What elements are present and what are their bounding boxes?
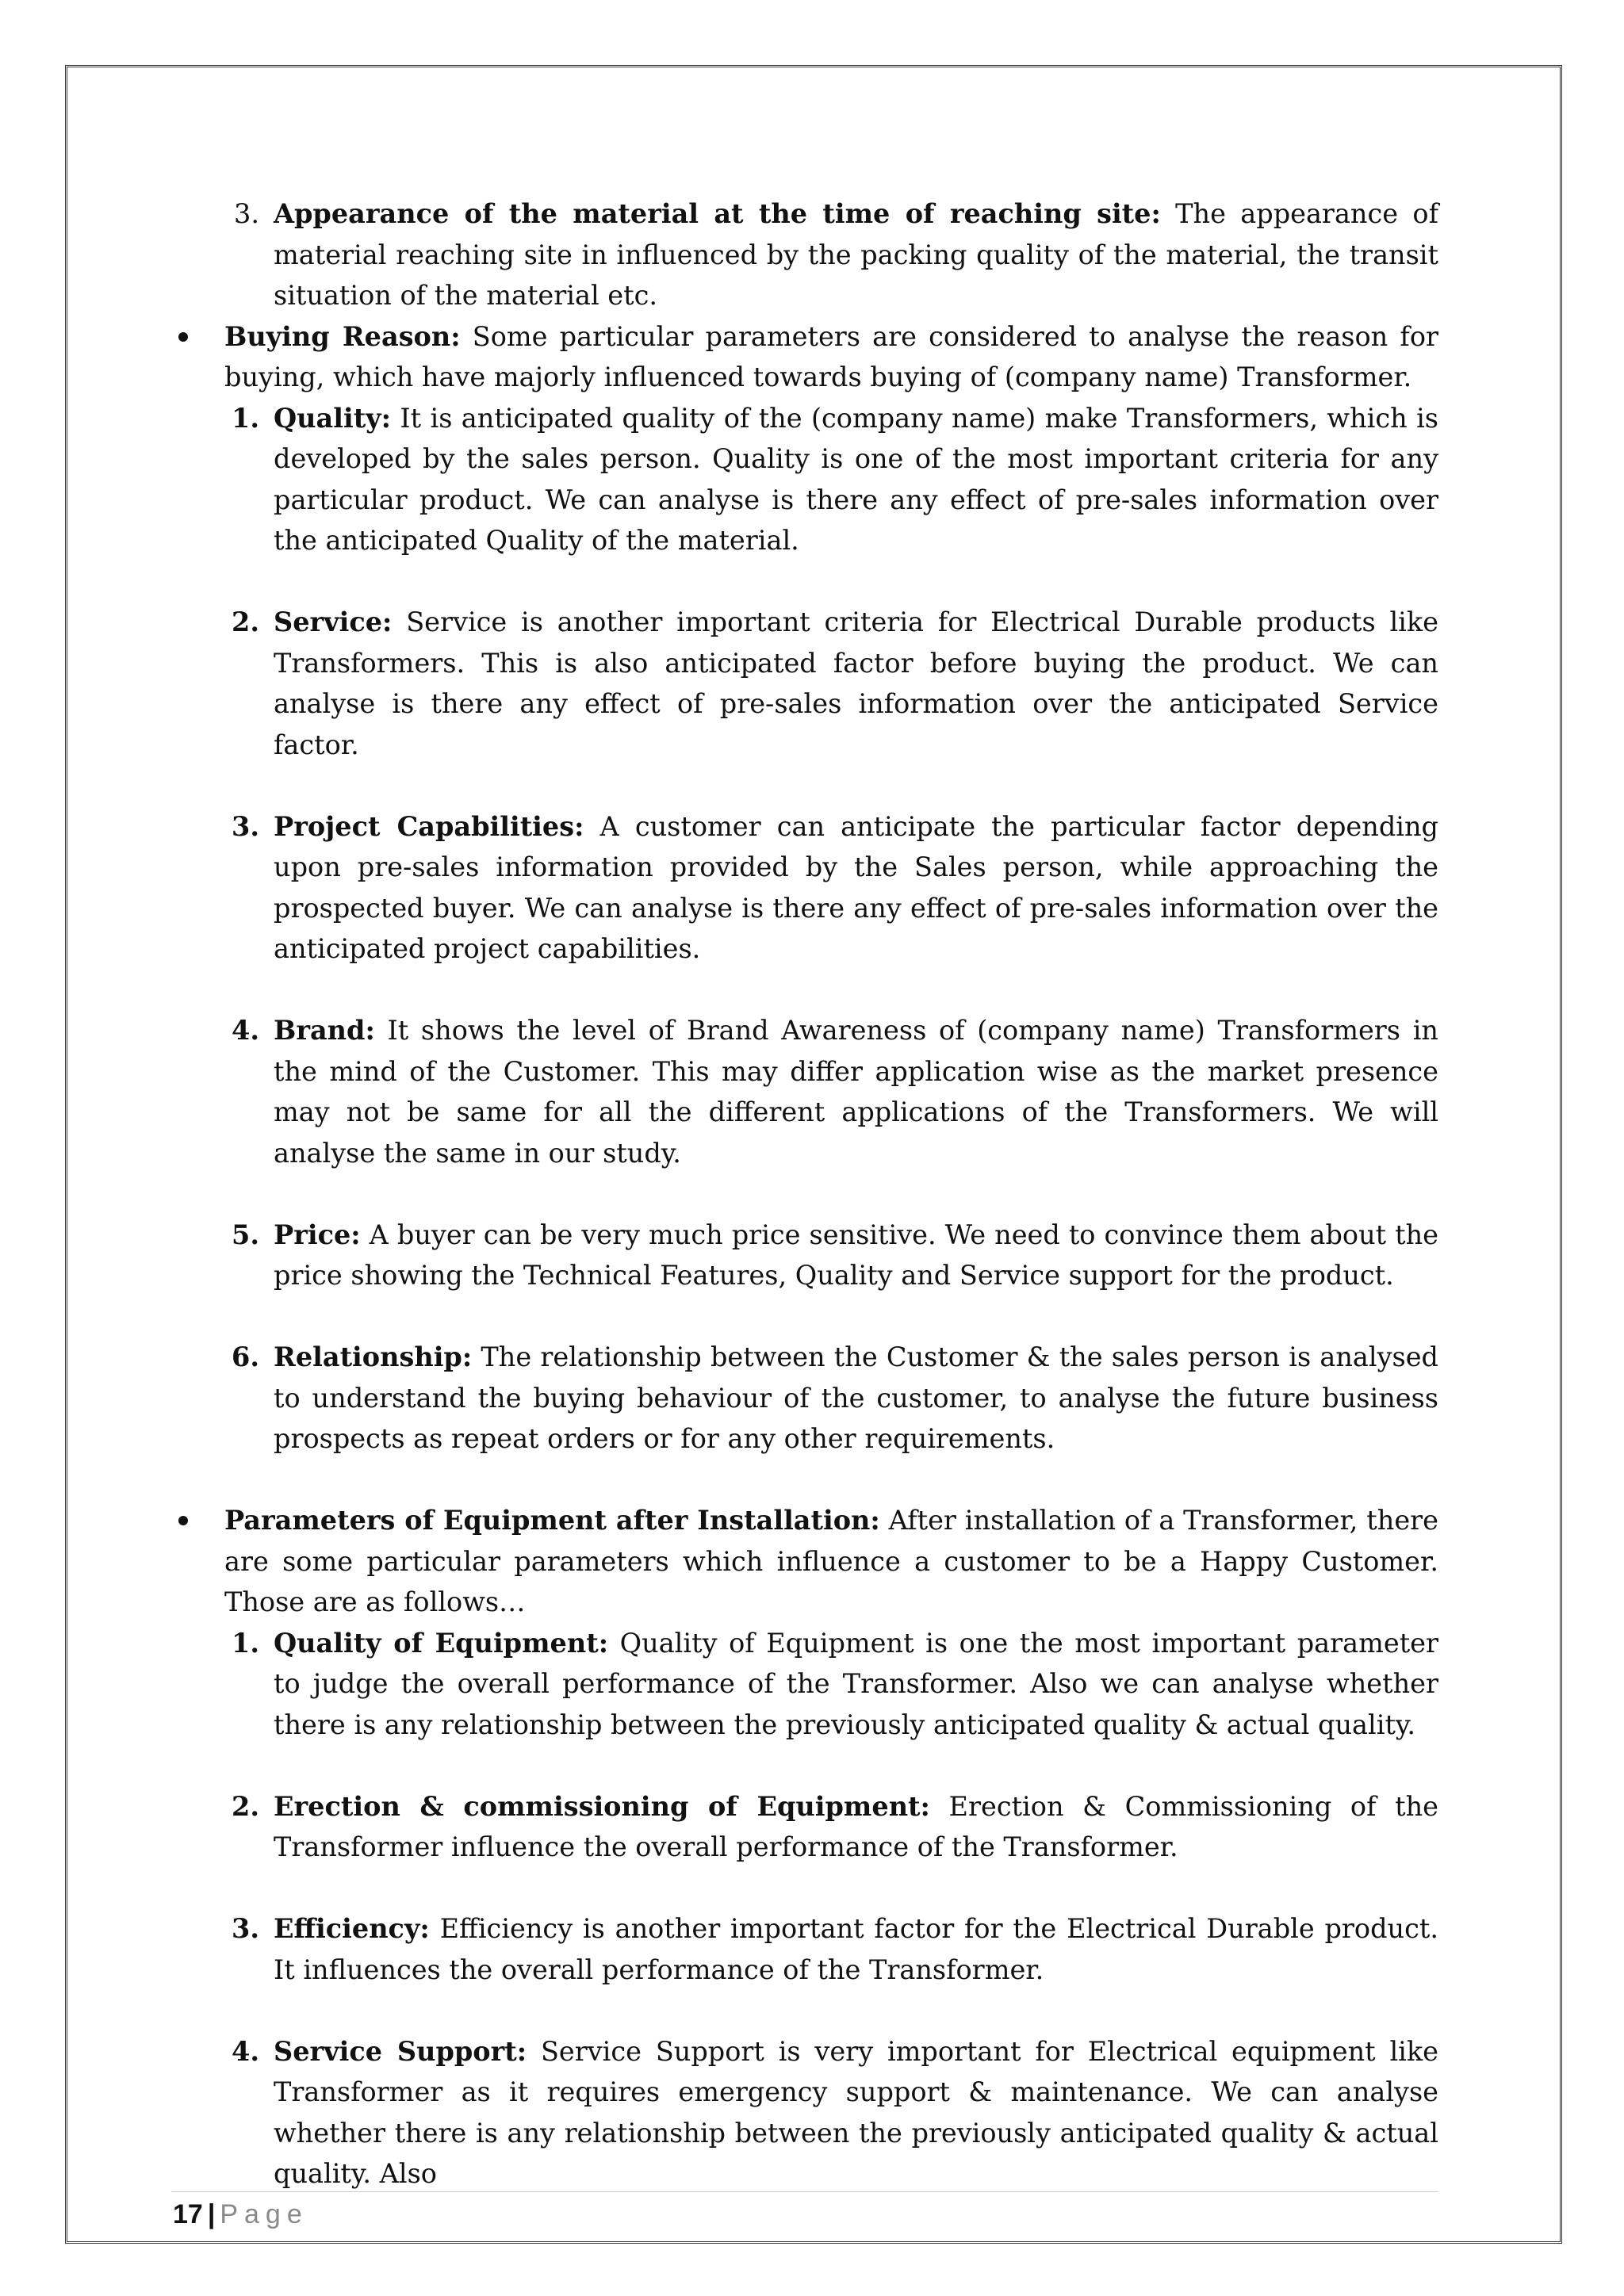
item-title: Efficiency: [274,1913,430,1944]
list-number: 2. [232,607,259,637]
spacer [165,970,1438,1011]
page-footer [173,2199,308,2230]
item-text: Service is another important criteria for Electrical Durable products like Transformers. This is also anticipated factor before buying the product. We can analyse is there any effect of pre-sales information over the anticipated Service factor. [274,607,1438,760]
item-title: Quality: [274,402,392,434]
item-title: Price: [274,1219,361,1250]
item-text: The relationship between the Customer & the sales person is analysed to understand the buying behaviour of the customer, to analyse the future business prospects as repeat orders or for any other requirements. [274,1341,1438,1454]
bullet-icon [178,332,188,342]
spacer [165,765,1438,806]
list-number: 6. [232,1341,259,1372]
bullet-buying-reason [224,316,1438,398]
list-number: 3. [232,810,259,842]
item-title: Relationship: [274,1341,473,1372]
item-text: Service Support is very important for Electrical equipment like Transformer as it requires emergency support & maintenance. We can analyse whether there is any relationship between the previously anticipated quality & actual quality. Also [274,2035,1439,2189]
item-title: Brand: [274,1015,375,1046]
item-title: Service: [274,607,393,637]
list-number: 5. [232,1219,259,1250]
item-title: Service Support: [274,2035,527,2067]
item-text: Erection & Commissioning of the Transformer influence the overall performance of the Transformer. [274,1790,1438,1862]
list-number: 3. [232,1913,259,1944]
list-number: 4. [232,1015,259,1046]
item-title: Appearance of the material at the time of reaching site: [274,198,1161,229]
item-text: Efficiency is another important factor for the Electrical Durable product. It influences the overall performance of the Transformer. [274,1913,1438,1985]
list-item-quality [232,398,1438,561]
item-title: Quality of Equipment: [274,1627,609,1659]
list-item-service [232,602,1438,765]
item-text: Some particular parameters are considered to analyse the reason for buying, which have majorly influenced towards buying of (company name) Transformer. [224,320,1438,392]
spacer [165,1745,1438,1786]
list-number: 1. [232,1627,259,1659]
bullet-icon [178,1516,188,1525]
list-item-price [232,1215,1438,1296]
item-text: A customer can anticipate the particular factor depending upon pre-sales information provided by the Sales person, while approaching the prospected buyer. We can analyse is there any effect of pre-sales information over the anticipated project capabilities. [274,810,1438,964]
item-title: Erection & commissioning of Equipment: [274,1790,930,1822]
list-item-relationship [232,1337,1438,1460]
item-text: It is anticipated quality of the (company name) make Transformers, which is developed by the sales person. Quality is one of the most important criteria for any particular product. We can analyse is there any effect of pre-sales information over the anticipated Quality of the material. [274,402,1438,556]
list-item-appearance [234,193,1438,316]
list-item-project-capabilities [232,806,1438,970]
spacer [165,1296,1438,1337]
spacer [165,1990,1438,2031]
list-number: 2. [232,1790,259,1822]
page-number: 17 [173,2199,203,2229]
list-item-brand [232,1010,1438,1173]
list-item-quality-of-equipment [232,1623,1438,1746]
document-body [165,193,1438,2195]
list-item-efficiency [232,1908,1438,1990]
list-item-erection-commissioning [232,1786,1438,1868]
list-number: 4. [232,2035,259,2067]
spacer [165,1173,1438,1215]
list-number: 3. [234,198,259,229]
page-label: Page [220,2199,308,2229]
footer-separator: | [207,2199,216,2229]
list-number: 1. [232,402,259,434]
item-text: The appearance of material reaching site in influenced by the packing quality of the material, the transit situation of the material etc. [274,198,1438,311]
item-text: Quality of Equipment is one the most important parameter to judge the overall performance of the Transformer. Also we can analyse whether there is any relationship between the previously anticipated quality & actual quality. [274,1627,1438,1740]
spacer [165,1868,1438,1909]
bullet-parameters-after-installation [224,1500,1438,1623]
spacer [165,561,1438,603]
spacer [165,1460,1438,1501]
item-text: After installation of a Transformer, there are some particular parameters which influence a customer to be a Happy Customer. Those are as follows… [224,1505,1438,1617]
item-text: A buyer can be very much price sensitive. We need to convince them about the price showing the Technical Features, Quality and Service support for the product. [274,1219,1438,1291]
item-title: Buying Reason: [224,320,461,352]
item-title: Project Capabilities: [274,810,584,842]
item-text: It shows the level of Brand Awareness of (company name) Transformers in the mind of the Customer. This may differ application wise as the market presence may not be same for all the different applications of the Transformers. We will analyse the same in our study. [274,1015,1438,1169]
list-item-service-support [232,2031,1439,2195]
item-title: Parameters of Equipment after Installation: [224,1505,880,1536]
footer-divider [171,2191,1438,2192]
